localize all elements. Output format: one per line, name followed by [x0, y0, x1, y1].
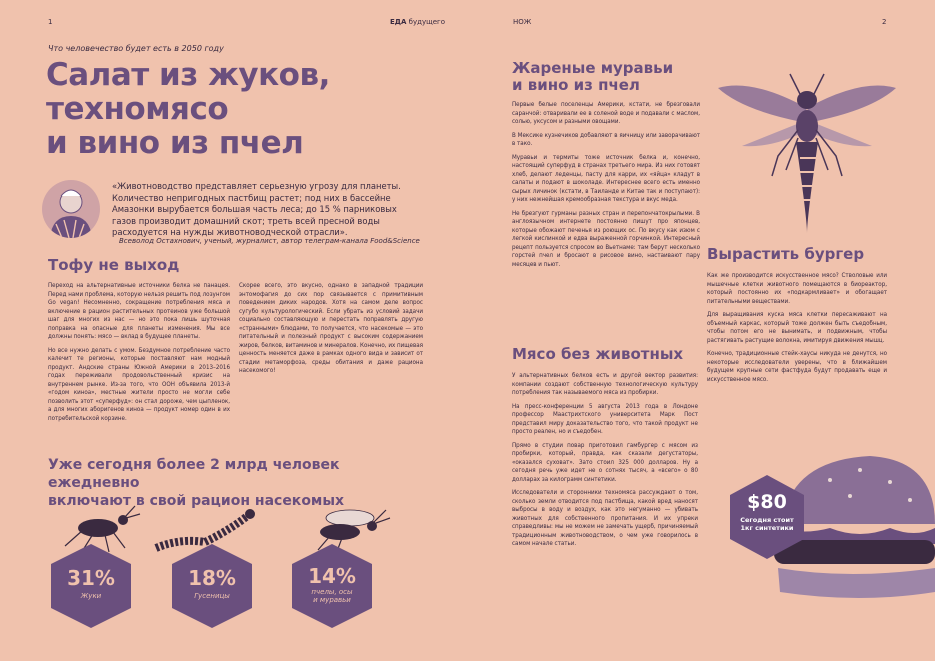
ants-p2: В Мексике кузнечиков добавляют в яичницу или заворачивают в тако.	[512, 131, 700, 147]
ants-p3: Муравьи и термиты тоже источник белка и, конечно, настоящий суперфуд в странах третьего мира. Из них готовят хлеб, делают леденцы, пасту для карри, их «яйца» кладут в салаты и подают в шоколаде. Интереснее всего есть именно сырых личинок (кстати, в Таиланде и Китае так и поступают): у них нежнейшая кремообразная текстура и вкус меда.	[512, 153, 700, 203]
caterpillar-icon	[150, 500, 270, 630]
heading-ants: Жареные муравьи и вино из пчел	[512, 59, 674, 94]
meat-p1: У альтернативных белков есть и другой вектор развития: компании создают собственную технологическую культуру потребления так называемого мяса из пробирки.	[512, 372, 698, 396]
article-title: Салат из жуков, техномясо и вино из пчел	[46, 57, 330, 161]
left-page-number: 1	[48, 18, 53, 26]
stat-bees-value: 14%	[308, 564, 356, 588]
right-page-number: 2	[882, 18, 887, 26]
meat-column	[512, 372, 698, 554]
tofu-col1-p2: Но все нужно делать с умом. Бездумное потребление часто калечит те регионы, которые поставляют нам модный продукт. Андские страны Южной Америки в 2013–2016 годах переживали продовольственный кризис на внутреннем рынке. Из-за того, что ООН объявила 2013-й «годом киноа», местные жители просто не могли себе позволить этот «суперфуд»: он стал дороже, чем цыпленок, а для многих аборигенов киноа — продукт номер один в их потребительской корзине.	[48, 346, 230, 422]
meat-p4: Исследователи и сторонники техномяса рассуждают о том, сколько земли отводится под пастбища, какой вред наносят выбросы в воду и воздух, как это негуманно — убивать животных для собственного пропитания. И их упреки справедливы: мы не можем не замечать ущерб, причиняемый традиционным животноводством, о чем уже говорилось в самом начале статьи.	[512, 489, 698, 547]
ants-p1: Первые белые поселенцы Америки, кстати, не брезговали саранчой: отваривали ее в соленой воде и подавали с маслом, солью, уксусом и разными овощами.	[512, 101, 700, 125]
wasp-illustration-icon	[712, 68, 902, 236]
insects-stats-title: Уже сегодня более 2 млрд человек ежедневно включают в свой рацион насекомых	[48, 457, 345, 509]
tofu-col1-p1: Переход на альтернативные источники белка не панацея. Перед нами проблема, которую нельзя решить под лозунгом Go vegan! Несомненно, сокращение потребления мяса и включение в рацион растительных протеинов уже большой шаг для многих из нас — но это пока лишь шуточная поправка на опасные для планеты изменения. Мы все должны понять: мясо — вклад в будущее планеты.	[48, 282, 230, 340]
magazine-title-main: ЕДА	[390, 18, 407, 26]
stat-bees	[290, 500, 400, 630]
tofu-column-2	[239, 282, 423, 381]
stat-beetles-label: Жуки	[80, 592, 102, 600]
ants-column	[512, 101, 700, 274]
burger-p3: Конечно, традиционные стейк-хаусы никуда не денутся, но некоторые исследователи уверены, что в ближайшем будущем крупные сети фастфуда будут продавать еще и искусственное мясо.	[707, 350, 887, 383]
price-badge	[730, 475, 804, 559]
stat-beetles	[43, 500, 143, 630]
article-kicker: Что человечество будет есть в 2050 году	[48, 44, 224, 53]
wasp-illustration	[712, 68, 902, 236]
author-portrait-icon	[42, 180, 100, 238]
quote-attribution: Всеволод Остахнович, ученый, журналист, автор телеграм-канала Food&Science	[119, 237, 420, 245]
stat-bees-label: пчелы, осы и муравьи	[311, 588, 353, 604]
meat-p3: Прямо в студии повар приготовил гамбургер с мясом из пробирки, который, правда, как сказали дегустаторы, «оказался суховат». Зато стоил 325 000 долларов. Ну а сегодня речь уже идет не о сотнях тысяч, а «всего» о 80 долларах за килограмм синтетики.	[512, 441, 698, 483]
stat-caterpillars-value: 18%	[188, 566, 236, 590]
magazine-title	[390, 18, 445, 26]
heading-meat: Мясо без животных	[512, 345, 684, 363]
stat-caterpillars	[150, 500, 270, 630]
section-label: НОЖ	[513, 18, 532, 26]
ants-p4: Не брезгуют гурманы разных стран и перепончатокрылыми. В англоязычном интернете постоянно пишут про японцев, которые обожают печенья из роющих ос. По вкусу как изюм с легкой кислинкой и едва выраженной горчинкой. Интересный рецепт пользуется спросом во Вьетнаме: там берут несколько горстей пчел и бросают в рисовое вино, настаивают пару месяцев и пьют.	[512, 209, 700, 268]
stat-beetles-value: 31%	[67, 566, 115, 590]
price-label: Сегодня стоит 1кг синтетики	[740, 516, 794, 532]
meat-p2: На пресс-конференции 5 августа 2013 года в Лондоне профессор Маастрихтского университета Марк Пост представил миру доказательство того, что такой продукт не просто реален, но и съедобен.	[512, 402, 698, 435]
author-portrait	[42, 180, 100, 238]
tofu-col2-p1: Скорее всего, это вкусно, однако в западной традиции энтомофагия до сих пор связывается с примитивным поведением диких народов. Хотя на самом деле вопрос сугубо культурологический. Если убрать из условий задачи социально составляющую и перестать поправлять другую «странными» блюдами, то получается, что насекомые — это питательный и полезный продукт с высоким содержанием жиров, белков, витаминов и минералов. Конечно, их пищевая ценность меняется даже в рамках одного вида и зависит от стадии метаморфоза, среды обитания и даже рациона насекомого!	[239, 282, 423, 374]
stat-caterpillars-label: Гусеницы	[194, 592, 230, 600]
pull-quote: «Животноводство представляет серьезную угрозу для планеты. Количество непригодных пастбищ растет; под них в бассейне Амазонки вырубается большая часть леса; до 15 % парниковых газов производит домашний скот; треть всей пресной воды расходуется на нужды животноводческой отрасли».	[112, 181, 401, 237]
heading-burger: Вырастить бургер	[707, 245, 865, 263]
price-value: $80	[747, 491, 787, 513]
burger-p1: Как же производится искусственное мясо? Стволовые или мышечные клетки животного помещаются в биореактор, который постоянно их «подкармливает» и обогащает питательными веществами.	[707, 272, 887, 305]
burger-p2: Для выращивания куска мяса клетки пересаживают на объемный каркас, который тоже должен быть съедобным, чтобы потом его не вынимать, и подвижным, чтобы растягивать растущие волокна, имитируя движения мышц.	[707, 311, 887, 344]
tofu-column-1	[48, 282, 230, 428]
heading-tofu: Тофу не выход	[48, 256, 180, 274]
magazine-title-sub: будущего	[408, 18, 445, 26]
burger-column	[707, 272, 887, 389]
beetle-icon	[43, 500, 143, 630]
